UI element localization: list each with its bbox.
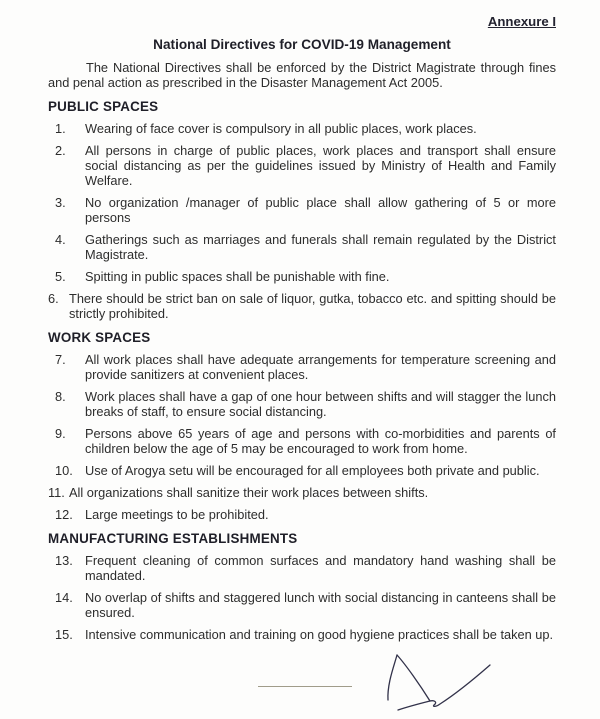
item-text: Wearing of face cover is compulsory in all public places, work places.: [85, 121, 477, 136]
item-number: 12.: [55, 507, 73, 522]
directive-item-5: [48, 269, 556, 284]
directive-item-15: [48, 627, 556, 642]
item-text: Persons above 65 years of age and persons with co-morbidities and parents of children below the age of 5 may be encouraged to work from home.: [85, 426, 556, 456]
item-text: No organization /manager of public place shall allow gathering of 5 or more persons: [85, 195, 556, 225]
item-text: There should be strict ban on sale of liquor, gutka, tobacco etc. and spitting should be strictly prohibited.: [69, 291, 556, 321]
signature-scribble: [372, 646, 500, 716]
item-text: All persons in charge of public places, work places and transport shall ensure social distancing as per the guidelines issued by Ministry of Health and Family Welfare.: [85, 143, 556, 188]
item-number: 10.: [55, 463, 73, 478]
item-number: 14.: [55, 590, 73, 605]
directive-item-14: [48, 590, 556, 620]
section-heading-public-spaces: PUBLIC SPACES: [48, 99, 159, 114]
item-text: All organizations shall sanitize their work places between shifts.: [69, 485, 429, 500]
directive-item-4: [48, 232, 556, 262]
annexure-label: Annexure I: [487, 14, 556, 29]
directive-item-2: [48, 143, 556, 188]
directive-item-11: [48, 485, 556, 500]
item-text: Use of Arogya setu will be encouraged for all employees both private and public.: [85, 463, 540, 478]
directive-item-6: [48, 291, 556, 321]
directive-item-12: [48, 507, 556, 522]
section-heading-manufacturing-establishments: MANUFACTURING ESTABLISHMENTS: [48, 531, 298, 546]
item-text: All work places shall have adequate arrangements for temperature screening and provide sanitizers at convenient places.: [85, 352, 556, 382]
directive-item-9: [48, 426, 556, 456]
item-number: 9.: [55, 426, 66, 441]
item-number: 13.: [55, 553, 73, 568]
item-number: 15.: [55, 627, 73, 642]
item-number: 7.: [55, 352, 66, 367]
item-text: Large meetings to be prohibited.: [85, 507, 269, 522]
item-number: 2.: [55, 143, 66, 158]
directive-item-7: [48, 352, 556, 382]
intro-paragraph: The National Directives shall be enforced by the District Magistrate through fines and penal action as prescribed in the Disaster Management Act 2005.: [48, 60, 556, 90]
item-number: 1.: [55, 121, 66, 136]
item-text: Work places shall have a gap of one hour between shifts and will stagger the lunch breaks of staff, to ensure social distancing.: [85, 389, 556, 419]
item-number: 4.: [55, 232, 66, 247]
item-number: 8.: [55, 389, 66, 404]
directive-item-3: [48, 195, 556, 225]
section-heading-work-spaces: WORK SPACES: [48, 330, 151, 345]
directive-item-13: [48, 553, 556, 583]
page-title: National Directives for COVID-19 Management: [153, 37, 451, 52]
item-number: 6.: [48, 291, 59, 306]
item-text: Gatherings such as marriages and funerals shall remain regulated by the District Magistrate.: [85, 232, 556, 262]
directive-item-8: [48, 389, 556, 419]
directive-item-10: [48, 463, 556, 478]
item-text: Spitting in public spaces shall be punishable with fine.: [85, 269, 390, 284]
item-text: No overlap of shifts and staggered lunch with social distancing in canteens shall be ensured.: [85, 590, 556, 620]
item-number: 5.: [55, 269, 66, 284]
item-number: 3.: [55, 195, 66, 210]
item-text: Frequent cleaning of common surfaces and mandatory hand washing shall be mandated.: [85, 553, 556, 583]
directive-item-1: [48, 121, 556, 136]
item-text: Intensive communication and training on good hygiene practices shall be taken up.: [85, 627, 554, 642]
signature-rule: [258, 686, 352, 687]
item-number: 11.: [48, 485, 65, 500]
